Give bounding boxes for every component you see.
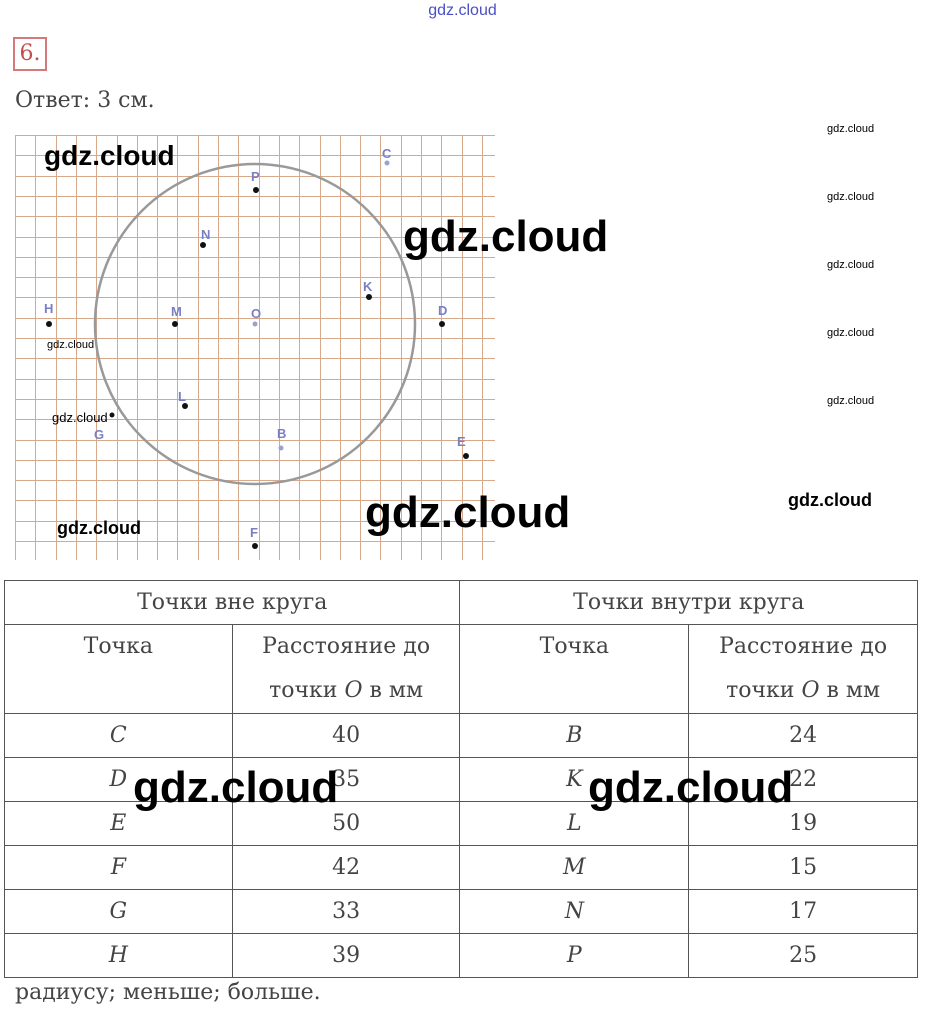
inside-point: K <box>460 758 689 802</box>
inside-distance: 17 <box>689 890 918 934</box>
task-number: 6. <box>13 37 47 71</box>
outside-distance: 39 <box>232 934 460 978</box>
col-distance-line2a: точки <box>269 678 345 703</box>
point-e-dot <box>463 453 469 459</box>
point-m-dot <box>172 321 178 327</box>
point-m-label: M <box>171 304 182 319</box>
inside-point: N <box>460 890 689 934</box>
watermark: gdz.cloud <box>827 191 875 203</box>
footer-text: радиусу; меньше; больше. <box>15 980 321 1005</box>
point-n-dot <box>200 242 206 248</box>
outside-point: C <box>5 714 233 758</box>
col-point-header: Точка <box>5 625 233 714</box>
inside-distance: 19 <box>689 802 918 846</box>
col-distance-header <box>232 625 460 714</box>
point-g-dot <box>110 413 115 418</box>
point-f-label: F <box>250 525 258 540</box>
point-k-label: K <box>363 279 373 294</box>
point-e-label: E <box>457 434 466 449</box>
outside-point: E <box>5 802 233 846</box>
watermark: gdz.cloud <box>827 327 875 339</box>
outside-distance: 40 <box>232 714 460 758</box>
watermark: gdz.cloud <box>827 395 875 407</box>
watermark: gdz.cloud <box>52 410 108 425</box>
watermark: gdz.cloud <box>588 763 794 812</box>
point-g-label: G <box>94 427 105 442</box>
point-b-dot <box>279 446 284 451</box>
watermark: gdz.cloud <box>403 212 609 261</box>
point-f-dot <box>252 543 258 549</box>
inside-distance: 15 <box>689 846 918 890</box>
point-k-dot <box>366 294 372 300</box>
point-d-label: D <box>438 303 448 318</box>
table-row <box>5 934 918 978</box>
point-h-dot <box>46 321 52 327</box>
point-p-dot <box>253 187 259 193</box>
watermark-top: gdz.cloud <box>428 2 497 19</box>
point-h-label: H <box>44 301 54 316</box>
inside-distance: 24 <box>689 714 918 758</box>
watermark: gdz.cloud <box>44 140 175 171</box>
outside-distance: 50 <box>232 802 460 846</box>
point-d-dot <box>439 321 445 327</box>
watermark: gdz.cloud <box>133 763 339 812</box>
col-distance-line1: Расстояние до <box>719 634 888 659</box>
outside-point: G <box>5 890 233 934</box>
point-c-label: C <box>382 146 392 161</box>
col-distance-line2c: в мм <box>362 678 424 703</box>
inside-point: M <box>460 846 689 890</box>
col-distance-line1: Расстояние до <box>262 634 431 659</box>
point-p-label: P <box>251 169 260 184</box>
col-distance-line2b: O <box>344 678 363 703</box>
watermark: gdz.cloud <box>47 339 95 351</box>
outside-distance: 33 <box>232 890 460 934</box>
point-c-dot <box>385 161 390 166</box>
col-point-header: Точка <box>460 625 689 714</box>
inside-distance: 25 <box>689 934 918 978</box>
outside-distance: 35 <box>232 758 460 802</box>
point-n-label: N <box>201 227 211 242</box>
inside-point: P <box>460 934 689 978</box>
inside-point: B <box>460 714 689 758</box>
watermark: gdz.cloud <box>827 123 875 135</box>
watermark: gdz.cloud <box>365 488 571 537</box>
watermark: gdz.cloud <box>57 518 141 538</box>
col-distance-line2c: в мм <box>819 678 881 703</box>
col-distance-header <box>689 625 918 714</box>
col-distance-line2a: точки <box>726 678 802 703</box>
point-o-label: O <box>251 306 262 321</box>
col-distance-line2b: O <box>801 678 820 703</box>
answer-text: Ответ: 3 см. <box>15 88 155 113</box>
watermark: gdz.cloud <box>827 259 875 271</box>
inside-distance: 22 <box>689 758 918 802</box>
table-row <box>5 714 918 758</box>
outside-distance: 42 <box>232 846 460 890</box>
outside-point: F <box>5 846 233 890</box>
point-l-label: L <box>178 389 186 404</box>
outside-point: D <box>5 758 233 802</box>
point-o-dot <box>253 322 258 327</box>
inside-point: L <box>460 802 689 846</box>
table-row <box>5 846 918 890</box>
inside-header: Точки внутри круга <box>460 581 918 625</box>
point-b-label: B <box>277 426 287 441</box>
outside-header: Точки вне круга <box>5 581 460 625</box>
watermark: gdz.cloud <box>788 490 872 510</box>
outside-point: H <box>5 934 233 978</box>
table-row <box>5 890 918 934</box>
